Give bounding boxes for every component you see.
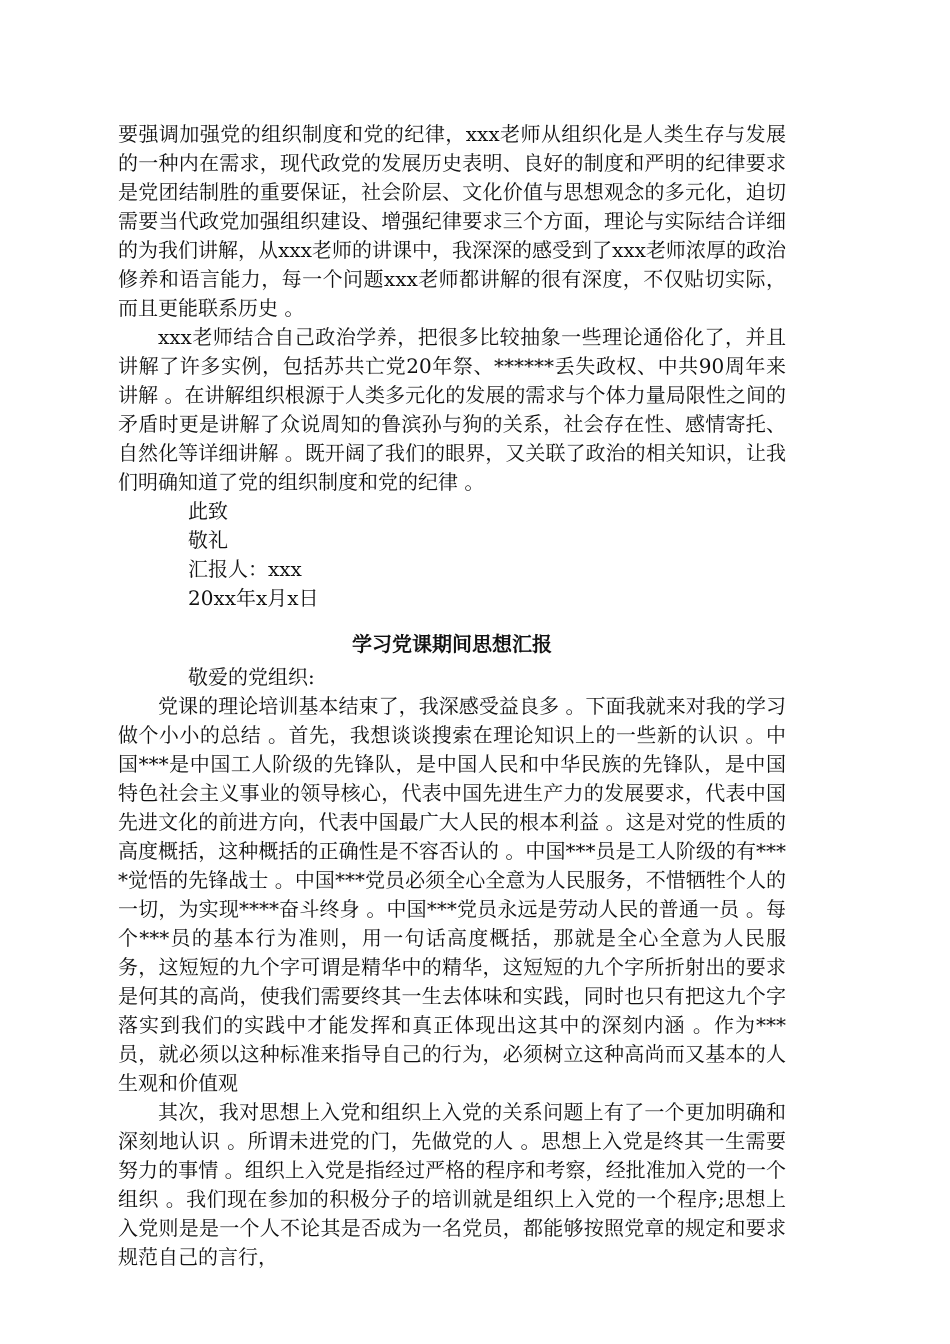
document-page xyxy=(118,120,786,1272)
section-title: 学习党课期间思想汇报 xyxy=(352,632,552,656)
body-paragraph: 党课的理论培训基本结束了，我深感受益良多 。下面我就来对我的学习做个小小的总结 。首先，我想谈谈搜索在理论知识上的一些新的认识 。中国***是中国工人阶级的先锋队，是中国人民和中华民族的先锋队，是中国特色社会主义事业的领导核心，代表中国先进生产力的发展要求，代表中国先进文化的前进方向，代表中国最广大人民的根本利益 。这是对党的性质的高度概括，这种概括的正确性是不容否认的 。中国***员是工人阶级的有****觉悟的先锋战士 。中国***党员必须全心全意为人民服务，不惜牺牲个人的一切，为实现****奋斗终身 。中国***党员永远是劳动人民的普通一员 。每个***员的基本行为准则，用一句话高度概括，那就是全心全意为人民服务，这短短的九个字可谓是精华中的精华，这短短的九个字所折射出的要求是何其的高尚，使我们需要终其一生去体味和实践，同时也只有把这九个字落实到我们的实践中才能发挥和真正体现出这其中的深刻内涵 。作为***员，就必须以这种标准来指导自己的行为，必须树立这种高尚而又基本的人生观和价值观 xyxy=(118,694,786,1095)
body-paragraph: 要强调加强党的组织制度和党的纪律，xxx老师从组织化是人类生存与发展的一种内在需求，现代政党的发展历史表明、良好的制度和严明的纪律要求是党团结制胜的重要保证，社会阶层、文化价值与思想观念的多元化，迫切需要当代政党加强组织建设、增强纪律要求三个方面，理论与实际结合详细的为我们讲解，从xxx老师的讲课中，我深深的感受到了xxx老师浓厚的政治修养和语言能力，每一个问题xxx老师都讲解的很有深度，不仅贴切实际，而且更能联系历史 。 xyxy=(118,122,786,320)
closing-line: 敬礼 xyxy=(188,528,228,552)
closing-line: 此致 xyxy=(188,499,228,523)
salutation: 敬爱的党组织: xyxy=(188,665,315,689)
body-paragraph: xxx老师结合自己政治学养，把很多比较抽象一些理论通俗化了，并且讲解了许多实例，包括苏共亡党20年祭、******丢失政权、中共90周年来讲解 。在讲解组织根源于人类多元化的发展的需求与个体力量局限性之间的矛盾时更是讲解了众说周知的鲁滨孙与狗的关系，社会存在性、感情寄托、自然化等详细讲解 。既开阔了我们的眼界，又关联了政治的相关知识，让我们明确知道了党的组织制度和党的纪律 。 xyxy=(118,325,786,494)
reporter-line: 汇报人：xxx xyxy=(188,557,302,581)
date-line: 20xx年x月x日 xyxy=(188,586,319,610)
body-paragraph: 其次，我对思想上入党和组织上入党的关系问题上有了一个更加明确和深刻地认识 。所谓未进党的门，先做党的人 。思想上入党是终其一生需要努力的事情 。组织上入党是指经过严格的程序和考察，经批准加入党的一个组织 。我们现在参加的积极分子的培训就是组织上入党的一个程序;思想上入党则是是一个人不论其是否成为一名党员，都能够按照党章的规定和要求规范自己的言行， xyxy=(118,1100,786,1269)
